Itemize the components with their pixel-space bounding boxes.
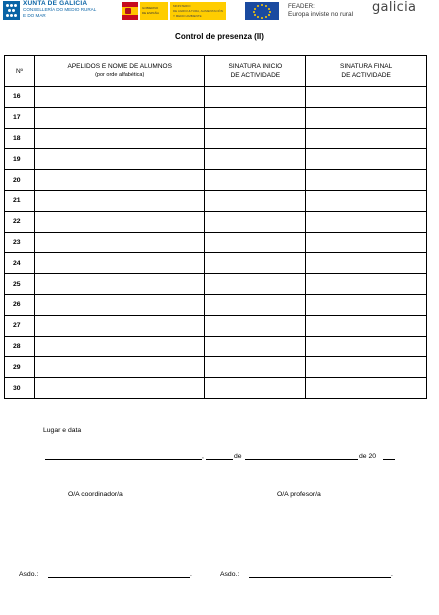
coordinator-label: O/A coordinador/a — [68, 491, 123, 498]
row-number: 17 — [5, 107, 35, 128]
table-row — [5, 315, 427, 336]
student-name-cell[interactable] — [34, 211, 205, 232]
start-signature-cell[interactable] — [205, 294, 306, 315]
end-signature-cell[interactable] — [306, 128, 427, 149]
end-signature-cell[interactable] — [306, 232, 427, 253]
ministry-line2: DE AGRICULTURA, ALIMENTACIÓN — [173, 9, 223, 13]
student-name-cell[interactable] — [34, 87, 205, 108]
header-student-name: APELIDOS E NOME DE ALUMNOS (por orde alfabética) — [34, 56, 205, 87]
student-name-cell[interactable] — [34, 315, 205, 336]
row-number: 22 — [5, 211, 35, 232]
coordinator-period: . — [190, 571, 192, 578]
start-signature-cell[interactable] — [205, 315, 306, 336]
table-row — [5, 107, 427, 128]
ministry-block — [170, 2, 226, 20]
start-signature-cell[interactable] — [205, 190, 306, 211]
table-row — [5, 149, 427, 170]
teacher-signed-label: Asdo.: — [220, 571, 240, 578]
teacher-period: . — [391, 571, 393, 578]
comma-text: , — [202, 453, 204, 460]
row-number: 20 — [5, 170, 35, 191]
spain-coat-of-arms-icon — [122, 2, 138, 20]
start-signature-cell[interactable] — [205, 336, 306, 357]
de-text-1: de — [234, 453, 242, 460]
row-number: 30 — [5, 378, 35, 399]
gobierno-line2: DE ESPAÑA — [142, 11, 159, 15]
xunta-department-cont: E DO MAR — [23, 13, 46, 18]
de-text-2: de 20 — [359, 453, 377, 460]
eu-flag-icon — [245, 2, 279, 20]
row-number: 21 — [5, 190, 35, 211]
end-signature-cell[interactable] — [306, 315, 427, 336]
header-logos — [0, 0, 439, 24]
student-name-cell[interactable] — [34, 149, 205, 170]
year-input-line[interactable] — [383, 459, 395, 460]
table-row — [5, 336, 427, 357]
start-signature-cell[interactable] — [205, 149, 306, 170]
end-signature-cell[interactable] — [306, 190, 427, 211]
row-number: 23 — [5, 232, 35, 253]
student-name-cell[interactable] — [34, 274, 205, 295]
student-name-cell[interactable] — [34, 336, 205, 357]
teacher-signature-line[interactable] — [249, 577, 391, 578]
end-signature-cell[interactable] — [306, 87, 427, 108]
start-signature-cell[interactable] — [205, 253, 306, 274]
table-row — [5, 294, 427, 315]
start-signature-cell[interactable] — [205, 232, 306, 253]
ministry-line3: Y MEDIO AMBIENTE — [173, 14, 202, 18]
table-row — [5, 128, 427, 149]
row-number: 24 — [5, 253, 35, 274]
row-number: 19 — [5, 149, 35, 170]
table-row — [5, 211, 427, 232]
gobierno-block — [140, 2, 168, 20]
start-signature-cell[interactable] — [205, 274, 306, 295]
start-signature-cell[interactable] — [205, 107, 306, 128]
end-signature-cell[interactable] — [306, 294, 427, 315]
coordinator-signature-line[interactable] — [48, 577, 190, 578]
end-signature-cell[interactable] — [306, 170, 427, 191]
galicia-logo: galicia — [372, 0, 417, 15]
student-name-cell[interactable] — [34, 107, 205, 128]
teacher-label: O/A profesor/a — [277, 491, 321, 498]
row-number: 29 — [5, 357, 35, 378]
student-name-cell[interactable] — [34, 170, 205, 191]
start-signature-cell[interactable] — [205, 357, 306, 378]
xunta-logo — [3, 1, 96, 20]
feader-label: FEADER: — [288, 3, 315, 10]
attendance-table — [4, 55, 427, 399]
student-name-cell[interactable] — [34, 128, 205, 149]
place-input-line[interactable] — [45, 459, 202, 460]
page-title: Control de presenza (II) — [175, 32, 264, 41]
student-name-cell[interactable] — [34, 378, 205, 399]
row-number: 25 — [5, 274, 35, 295]
day-input-line[interactable] — [206, 459, 233, 460]
student-name-cell[interactable] — [34, 357, 205, 378]
header-end-signature: SINATURA FINAL DE ACTIVIDADE — [306, 56, 427, 87]
row-number: 18 — [5, 128, 35, 149]
start-signature-cell[interactable] — [205, 211, 306, 232]
coordinator-signed-label: Asdo.: — [19, 571, 39, 578]
row-number: 16 — [5, 87, 35, 108]
table-row — [5, 170, 427, 191]
start-signature-cell[interactable] — [205, 170, 306, 191]
row-number: 27 — [5, 315, 35, 336]
table-row — [5, 87, 427, 108]
end-signature-cell[interactable] — [306, 211, 427, 232]
xunta-title: XUNTA DE GALICIA — [23, 0, 88, 7]
table-header-row — [5, 56, 427, 87]
end-signature-cell[interactable] — [306, 107, 427, 128]
header-start-signature: SINATURA INICIO DE ACTIVIDADE — [205, 56, 306, 87]
place-date-label: Lugar e data — [43, 427, 82, 434]
student-name-cell[interactable] — [34, 294, 205, 315]
gobierno-line1: GOBIERNO — [142, 6, 159, 10]
table-row — [5, 274, 427, 295]
table-row — [5, 357, 427, 378]
start-signature-cell[interactable] — [205, 128, 306, 149]
start-signature-cell[interactable] — [205, 87, 306, 108]
table-row — [5, 378, 427, 399]
end-signature-cell[interactable] — [306, 336, 427, 357]
feader-slogan: Europa inviste no rural — [288, 11, 354, 18]
end-signature-cell[interactable] — [306, 378, 427, 399]
month-input-line[interactable] — [245, 459, 358, 460]
start-signature-cell[interactable] — [205, 378, 306, 399]
table-row — [5, 253, 427, 274]
row-number: 28 — [5, 336, 35, 357]
end-signature-cell[interactable] — [306, 253, 427, 274]
xunta-department: CONSELLERÍA DO MEDIO RURAL — [23, 7, 97, 12]
feader-logo — [288, 3, 353, 19]
student-name-cell[interactable] — [34, 232, 205, 253]
table-row — [5, 232, 427, 253]
end-signature-cell[interactable] — [306, 149, 427, 170]
ministry-line1: MINISTERIO — [173, 4, 191, 8]
end-signature-cell[interactable] — [306, 274, 427, 295]
student-name-cell[interactable] — [34, 190, 205, 211]
header-number: Nº — [5, 56, 35, 87]
xunta-emblem-icon — [3, 1, 20, 20]
table-row — [5, 190, 427, 211]
end-signature-cell[interactable] — [306, 357, 427, 378]
gobierno-logo — [122, 2, 226, 20]
student-name-cell[interactable] — [34, 253, 205, 274]
row-number: 26 — [5, 294, 35, 315]
